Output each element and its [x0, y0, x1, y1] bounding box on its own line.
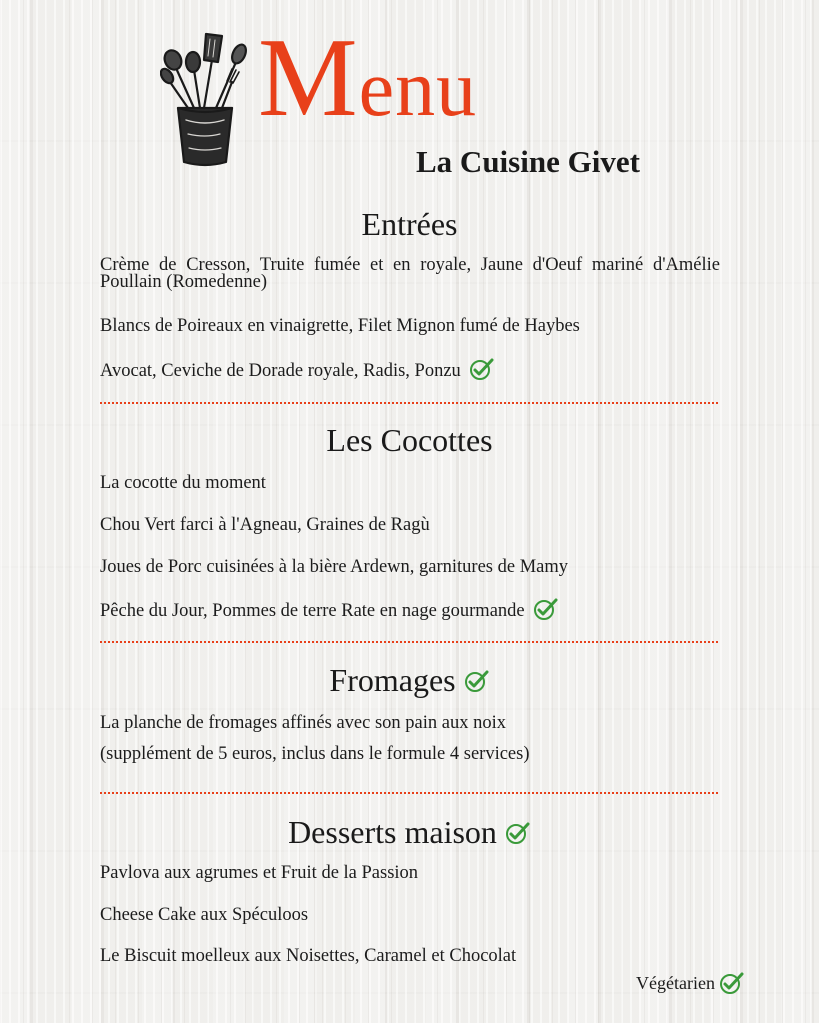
vegetarian-legend: Végétarien [636, 970, 745, 996]
menu-item: (supplément de 5 euros, inclus dans le formule 4 services) [100, 744, 530, 764]
section-title-desserts: Desserts maison [0, 812, 819, 852]
menu-item: Le Biscuit moelleux aux Noisettes, Caramel et Chocolat [100, 946, 517, 966]
section-divider [100, 402, 718, 404]
check-circle-icon [469, 357, 495, 381]
menu-item: La cocotte du moment [100, 473, 266, 493]
utensil-holder-icon [160, 30, 250, 170]
menu-item: Crème de Cresson, Truite fumée et en royale, Jaune d'Oeuf mariné d'Amélie Poullain (Romedenne) [100, 255, 720, 292]
menu-item: Cheese Cake aux Spéculoos [100, 905, 309, 925]
menu-item: Avocat, Ceviche de Dorade royale, Radis, Ponzu [100, 357, 720, 382]
check-circle-icon [533, 597, 559, 621]
check-circle-icon [719, 971, 745, 995]
section-divider [100, 792, 718, 794]
menu-title [258, 16, 478, 145]
menu-item: Pavlova aux agrumes et Fruit de la Passion [100, 863, 419, 883]
check-circle-icon [505, 821, 531, 845]
menu-item: La planche de fromages affinés avec son pain aux noix [100, 713, 506, 733]
restaurant-name: La Cuisine Givet [416, 144, 640, 179]
section-title-fromages: Fromages [0, 660, 819, 700]
menu-item: Chou Vert farci à l'Agneau, Graines de Ragù [100, 515, 430, 535]
menu-item: Blancs de Poireaux en vinaigrette, Filet Mignon fumé de Haybes [100, 316, 580, 336]
section-title-entrees: Entrées [361, 206, 458, 242]
menu-title-rest: enu [358, 45, 478, 133]
menu-title-initial: M [258, 16, 359, 140]
menu-item: Pêche du Jour, Pommes de terre Rate en nage gourmande [100, 597, 720, 622]
section-title-cocottes: Les Cocottes [326, 422, 493, 458]
check-circle-icon [464, 669, 490, 693]
menu-item: Joues de Porc cuisinées à la bière Ardewn, garnitures de Mamy [100, 557, 569, 577]
section-divider [100, 641, 718, 643]
